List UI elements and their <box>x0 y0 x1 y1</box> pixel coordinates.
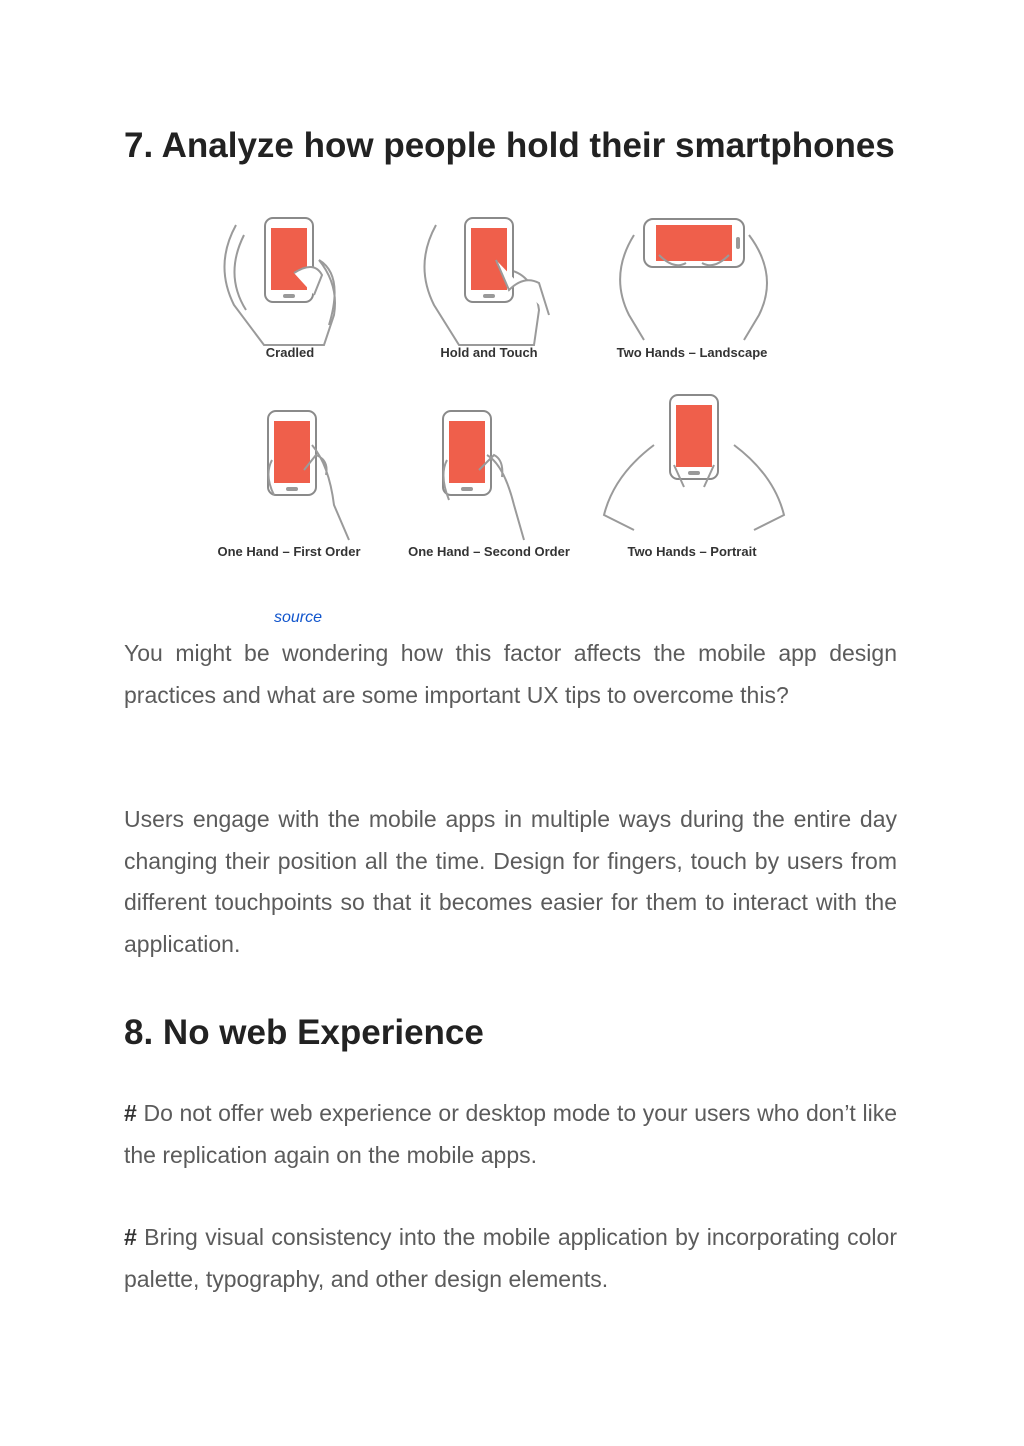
hash-marker: # <box>124 1100 137 1126</box>
section-7-heading: 7. Analyze how people hold their smartphones <box>124 126 895 165</box>
caption-two-hands-landscape: Two Hands – Landscape <box>616 345 768 360</box>
hash-marker: # <box>124 1224 137 1250</box>
bullet-text: Bring visual consistency into the mobile application by incorporating color palette, typography, and other design elements. <box>124 1224 897 1292</box>
caption-cradled: Cradled <box>265 345 315 360</box>
caption-hold-and-touch: Hold and Touch <box>440 345 538 360</box>
paragraph-grip-advice: Users engage with the mobile apps in multiple ways during the entire day changing their position all the time. Design for fingers, touch by users from different touchpoints so that it becomes easier for them to interact with the application. <box>124 806 897 957</box>
phone-grip-illustration <box>204 215 804 575</box>
phone-grip-figure <box>204 215 804 575</box>
grip-one-hand-second-order <box>443 411 524 540</box>
caption-one-hand-second-order: One Hand – Second Order <box>408 544 570 559</box>
grip-cradled <box>224 218 335 345</box>
section-8-heading: 8. No web Experience <box>124 1013 484 1052</box>
bullet-no-web-experience <box>124 1093 897 1176</box>
bullet-text: Do not offer web experience or desktop mode to your users who don’t like the replication again on the mobile apps. <box>124 1100 897 1168</box>
source-link[interactable]: source <box>274 609 323 626</box>
bullet-visual-consistency <box>124 1217 897 1300</box>
grip-hold-and-touch <box>424 218 549 345</box>
caption-one-hand-first-order: One Hand – First Order <box>217 544 361 559</box>
grip-one-hand-first-order <box>268 411 349 540</box>
caption-two-hands-portrait: Two Hands – Portrait <box>627 544 757 559</box>
grip-two-hands-landscape <box>620 219 767 340</box>
grip-two-hands-portrait <box>604 395 784 530</box>
paragraph-grip-question: You might be wondering how this factor affects the mobile app design practices and what are some important UX tips to overcome this? <box>124 640 897 708</box>
